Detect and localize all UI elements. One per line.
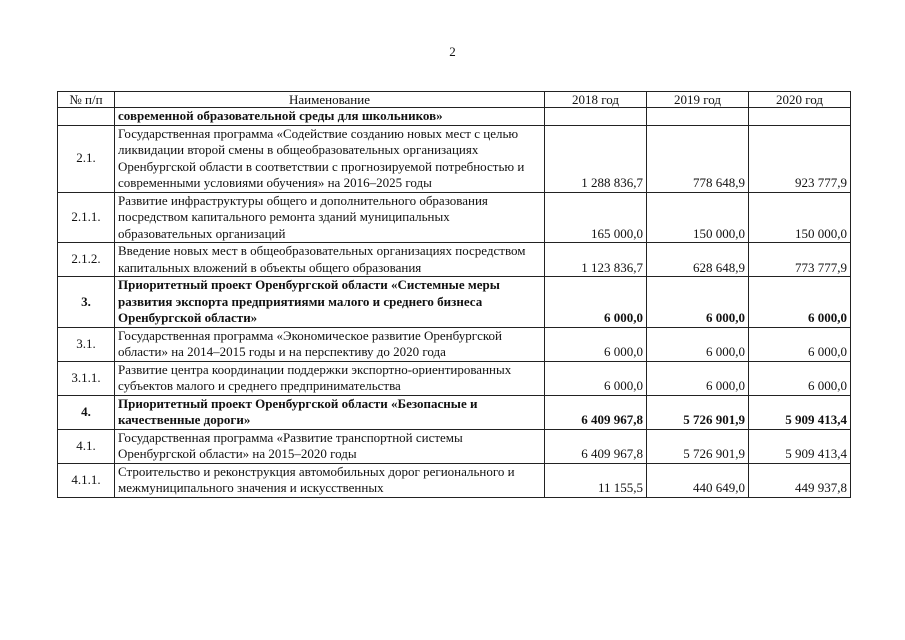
table-row — [58, 125, 851, 192]
row-value-2018: 6 000,0 — [545, 361, 647, 395]
table-row — [58, 327, 851, 361]
row-value-2019: 150 000,0 — [647, 192, 749, 243]
header-2019: 2019 год — [647, 92, 749, 108]
row-name: Строительство и реконструкция автомобильных дорог регионального и межмуниципального значения и искусственных — [115, 463, 545, 497]
table-row — [58, 395, 851, 429]
row-value-2018: 6 409 967,8 — [545, 429, 647, 463]
row-value-2019: 628 648,9 — [647, 243, 749, 277]
row-number: 4.1.1. — [58, 463, 115, 497]
row-value-2018: 1 288 836,7 — [545, 125, 647, 192]
row-number: 2.1.2. — [58, 243, 115, 277]
header-name: Наименование — [115, 92, 545, 108]
row-number: 2.1. — [58, 125, 115, 192]
header-2018: 2018 год — [545, 92, 647, 108]
row-value-2020: 6 000,0 — [749, 327, 851, 361]
table-body — [58, 108, 851, 498]
row-number — [58, 108, 115, 126]
row-value-2020: 923 777,9 — [749, 125, 851, 192]
row-value-2020: 6 000,0 — [749, 361, 851, 395]
row-value-2018: 6 000,0 — [545, 277, 647, 328]
row-name: Государственная программа «Содействие созданию новых мест с целью ликвидации второй смены в общеобразовательных организациях Оренбургской области в соответствии с прогнозируемой потребностью и современными условиями обучения» на 2016–2025 годы — [115, 125, 545, 192]
row-value-2018: 1 123 836,7 — [545, 243, 647, 277]
table-row — [58, 429, 851, 463]
row-value-2020: 6 000,0 — [749, 277, 851, 328]
row-name: современной образовательной среды для школьников» — [115, 108, 545, 126]
row-value-2020: 5 909 413,4 — [749, 395, 851, 429]
row-name: Введение новых мест в общеобразовательных организациях посредством капитальных вложений в объекты общего образования — [115, 243, 545, 277]
row-value-2019: 6 000,0 — [647, 327, 749, 361]
row-value-2019: 440 649,0 — [647, 463, 749, 497]
row-value-2020: 150 000,0 — [749, 192, 851, 243]
budget-table — [57, 91, 851, 498]
row-number: 3.1. — [58, 327, 115, 361]
row-value-2018: 6 000,0 — [545, 327, 647, 361]
table-row — [58, 463, 851, 497]
row-value-2018: 6 409 967,8 — [545, 395, 647, 429]
row-value-2018: 11 155,5 — [545, 463, 647, 497]
row-value-2020 — [749, 108, 851, 126]
row-name: Развитие инфраструктуры общего и дополнительного образования посредством капитального ремонта зданий муниципальных образовательных организаций — [115, 192, 545, 243]
row-number: 3.1.1. — [58, 361, 115, 395]
table-row — [58, 192, 851, 243]
row-number: 4. — [58, 395, 115, 429]
row-number: 2.1.1. — [58, 192, 115, 243]
row-value-2020: 5 909 413,4 — [749, 429, 851, 463]
row-name: Развитие центра координации поддержки экспортно-ориентированных субъектов малого и среднего предпринимательства — [115, 361, 545, 395]
table-row — [58, 361, 851, 395]
row-name: Государственная программа «Развитие транспортной системы Оренбургской области» на 2015–2020 годы — [115, 429, 545, 463]
row-value-2020: 773 777,9 — [749, 243, 851, 277]
row-value-2019: 6 000,0 — [647, 361, 749, 395]
row-value-2020: 449 937,8 — [749, 463, 851, 497]
row-value-2019: 5 726 901,9 — [647, 395, 749, 429]
row-number: 3. — [58, 277, 115, 328]
row-value-2019: 6 000,0 — [647, 277, 749, 328]
row-name: Приоритетный проект Оренбургской области «Безопасные и качественные дороги» — [115, 395, 545, 429]
row-value-2018 — [545, 108, 647, 126]
table-row — [58, 277, 851, 328]
header-2020: 2020 год — [749, 92, 851, 108]
row-number: 4.1. — [58, 429, 115, 463]
header-number: № п/п — [58, 92, 115, 108]
table-row — [58, 243, 851, 277]
page-number: 2 — [449, 44, 456, 59]
row-value-2019: 778 648,9 — [647, 125, 749, 192]
table-row — [58, 108, 851, 126]
row-value-2019: 5 726 901,9 — [647, 429, 749, 463]
row-name: Государственная программа «Экономическое развитие Оренбургской области» на 2014–2015 годы и на перспективу до 2020 года — [115, 327, 545, 361]
row-value-2019 — [647, 108, 749, 126]
table-header-row — [58, 92, 851, 108]
row-name: Приоритетный проект Оренбургской области «Системные меры развития экспорта предприятиями малого и среднего бизнеса Оренбургской области» — [115, 277, 545, 328]
row-value-2018: 165 000,0 — [545, 192, 647, 243]
